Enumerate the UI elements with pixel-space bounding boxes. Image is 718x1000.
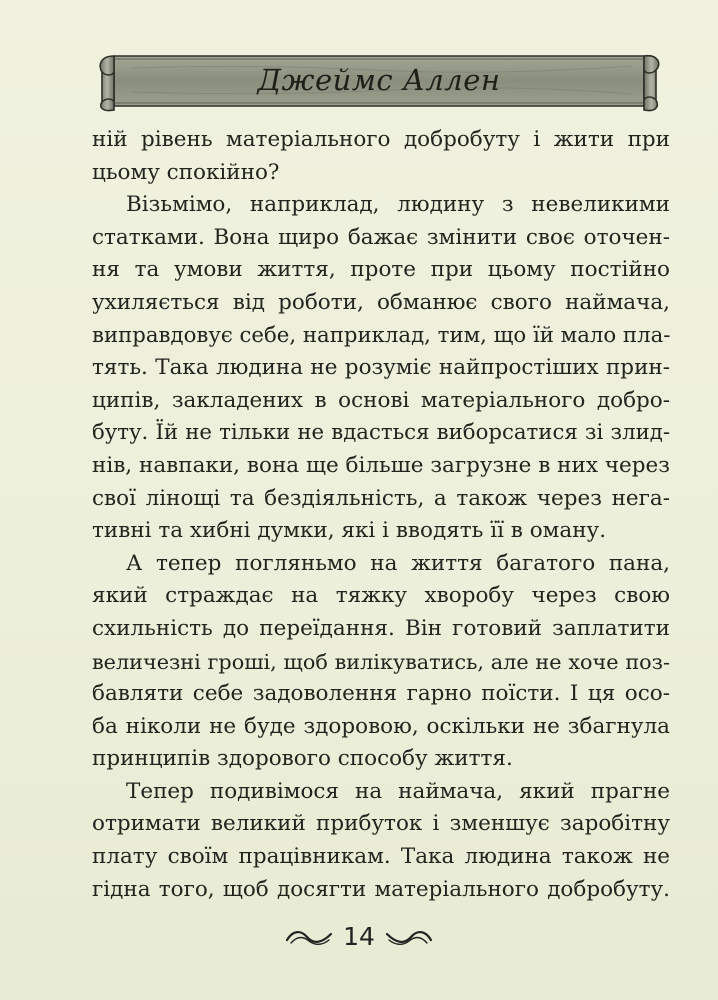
paragraph-1: [92, 124, 670, 189]
text-line: принципів здорового способу життя.: [92, 746, 513, 772]
text-line: ципів, закладених в основі матеріального добро-: [92, 387, 670, 413]
text-line: Тепер подивімося на наймача, який прагне: [126, 778, 670, 804]
page-number: 14: [343, 922, 375, 951]
paragraph-4: [92, 776, 670, 906]
text-line: гідна того, щоб досягти матеріального добробуту.: [92, 876, 670, 902]
text-line: А тепер погляньмо на життя багатого пана,: [126, 550, 670, 576]
text-line: ба ніколи не буде здоровою, оскільки не збагнула: [92, 713, 670, 739]
text-line: виправдовує себе, наприклад, тим, що їй мало пла-: [92, 322, 671, 348]
text-line: величезні гроші, щоб вилікуватись, але не хоче поз-: [92, 649, 670, 674]
text-line: ня та умови життя, проте при цьому постійно: [92, 257, 670, 283]
text-line: плату своїм працівникам. Така людина також не: [92, 844, 670, 870]
text-line: схильність до переїдання. Він готовий заплатити: [92, 615, 670, 641]
running-title: Джеймс Аллен: [257, 63, 501, 97]
text-line: тивні та хибні думки, які і вводять її в оману.: [92, 518, 607, 544]
text-line: Візьмімо, наприклад, людину з невеликими: [126, 192, 670, 218]
text-line: отримати великий прибуток і зменшує заробітну: [92, 811, 670, 837]
text-line: нів, навпаки, вона ще більше загрузне в них через: [92, 452, 670, 478]
text-line: цьому спокійно?: [92, 159, 280, 185]
text-line: статками. Вона щиро бажає змінити своє оточен-: [92, 224, 670, 250]
left-swirl-icon: [285, 928, 333, 946]
text-line: буту. Їй не тільки не вдасться виборсатися зі злид-: [92, 420, 670, 446]
header-scroll-banner: [92, 46, 666, 116]
text-line: ній рівень матеріального добробуту і жити при: [92, 127, 670, 152]
text-line: тять. Така людина не розуміє найпростіших прин-: [92, 355, 670, 381]
right-swirl-icon: [385, 928, 433, 946]
text-line: свої лінощі та бездіяльність, а також через нега-: [92, 485, 670, 511]
page-footer: [0, 922, 718, 962]
text-line: який страждає на тяжку хворобу через свою: [92, 583, 670, 609]
paragraph-3: [92, 548, 670, 776]
text-line: ухиляється від роботи, обманює свого наймача,: [92, 289, 670, 315]
body-text: [92, 124, 670, 906]
paragraph-2: [92, 189, 670, 548]
text-line: бавляти себе задоволення гарно поїсти. І ця осо-: [92, 681, 670, 707]
